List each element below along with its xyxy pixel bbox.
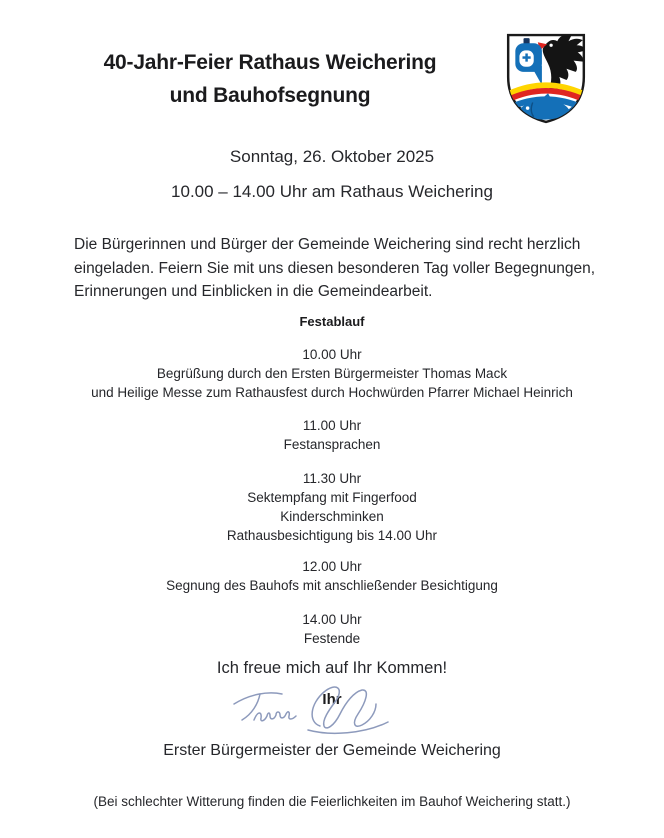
invitation-text	[74, 233, 598, 304]
schedule-time: 12.00 Uhr	[302, 559, 362, 574]
schedule-item	[0, 345, 664, 402]
signer-title: Erster Bürgermeister der Gemeinde Weichering	[163, 742, 501, 759]
schedule-time: 10.00 Uhr	[302, 347, 362, 362]
schedule-item	[0, 469, 664, 545]
invitation-text-line: Die Bürgerinnen und Bürger der Gemeinde Weichering sind recht herzlich	[74, 236, 581, 253]
schedule-time: 11.00 Uhr	[302, 418, 362, 433]
schedule-item	[0, 416, 664, 454]
invitation-text-line: eingeladen. Feiern Sie mit uns diesen besonderen Tag voller Begegnungen,	[74, 259, 596, 277]
document-title-line2: und Bauhofsegnung	[169, 84, 371, 107]
schedule-time: 11.30 Uhr	[302, 471, 362, 486]
weichering-coat-of-arms-icon	[503, 32, 589, 124]
invitation-text-line: Erinnerungen und Einblicken in die Gemeindearbeit.	[74, 283, 433, 300]
event-time-location: 10.00 – 14.00 Uhr am Rathaus Weichering	[171, 182, 493, 201]
schedule-item	[0, 610, 664, 648]
schedule-time: 14.00 Uhr	[302, 612, 362, 627]
schedule-line: Festansprachen	[283, 437, 381, 452]
schedule-item	[0, 557, 664, 595]
salutation: Ihr	[322, 691, 342, 708]
event-date: Sonntag, 26. Oktober 2025	[229, 147, 435, 166]
document-title-line1: 40-Jahr-Feier Rathaus Weichering	[103, 51, 437, 74]
schedule-heading: Festablauf	[299, 314, 365, 329]
schedule-line: und Heilige Messe zum Rathausfest durch Hochwürden Pfarrer Michael Heinrich	[91, 385, 573, 400]
schedule-line: Begrüßung durch den Ersten Bürgermeister Thomas Mack	[156, 366, 508, 381]
schedule-line: Sektempfang mit Fingerfood	[247, 490, 417, 505]
schedule-line: Festende	[303, 631, 361, 646]
schedule-line: Kinderschminken	[280, 509, 384, 524]
schedule-line: Rathausbesichtigung bis 14.00 Uhr	[226, 528, 438, 543]
document-title	[20, 46, 520, 112]
weather-footnote: (Bei schlechter Witterung finden die Feierlichkeiten im Bauhof Weichering statt.)	[93, 794, 571, 809]
handwritten-signature-icon	[224, 683, 406, 743]
schedule-line: Segnung des Bauhofs mit anschließender Besichtigung	[166, 578, 498, 593]
closing-line: Ich freue mich auf Ihr Kommen!	[216, 659, 448, 677]
